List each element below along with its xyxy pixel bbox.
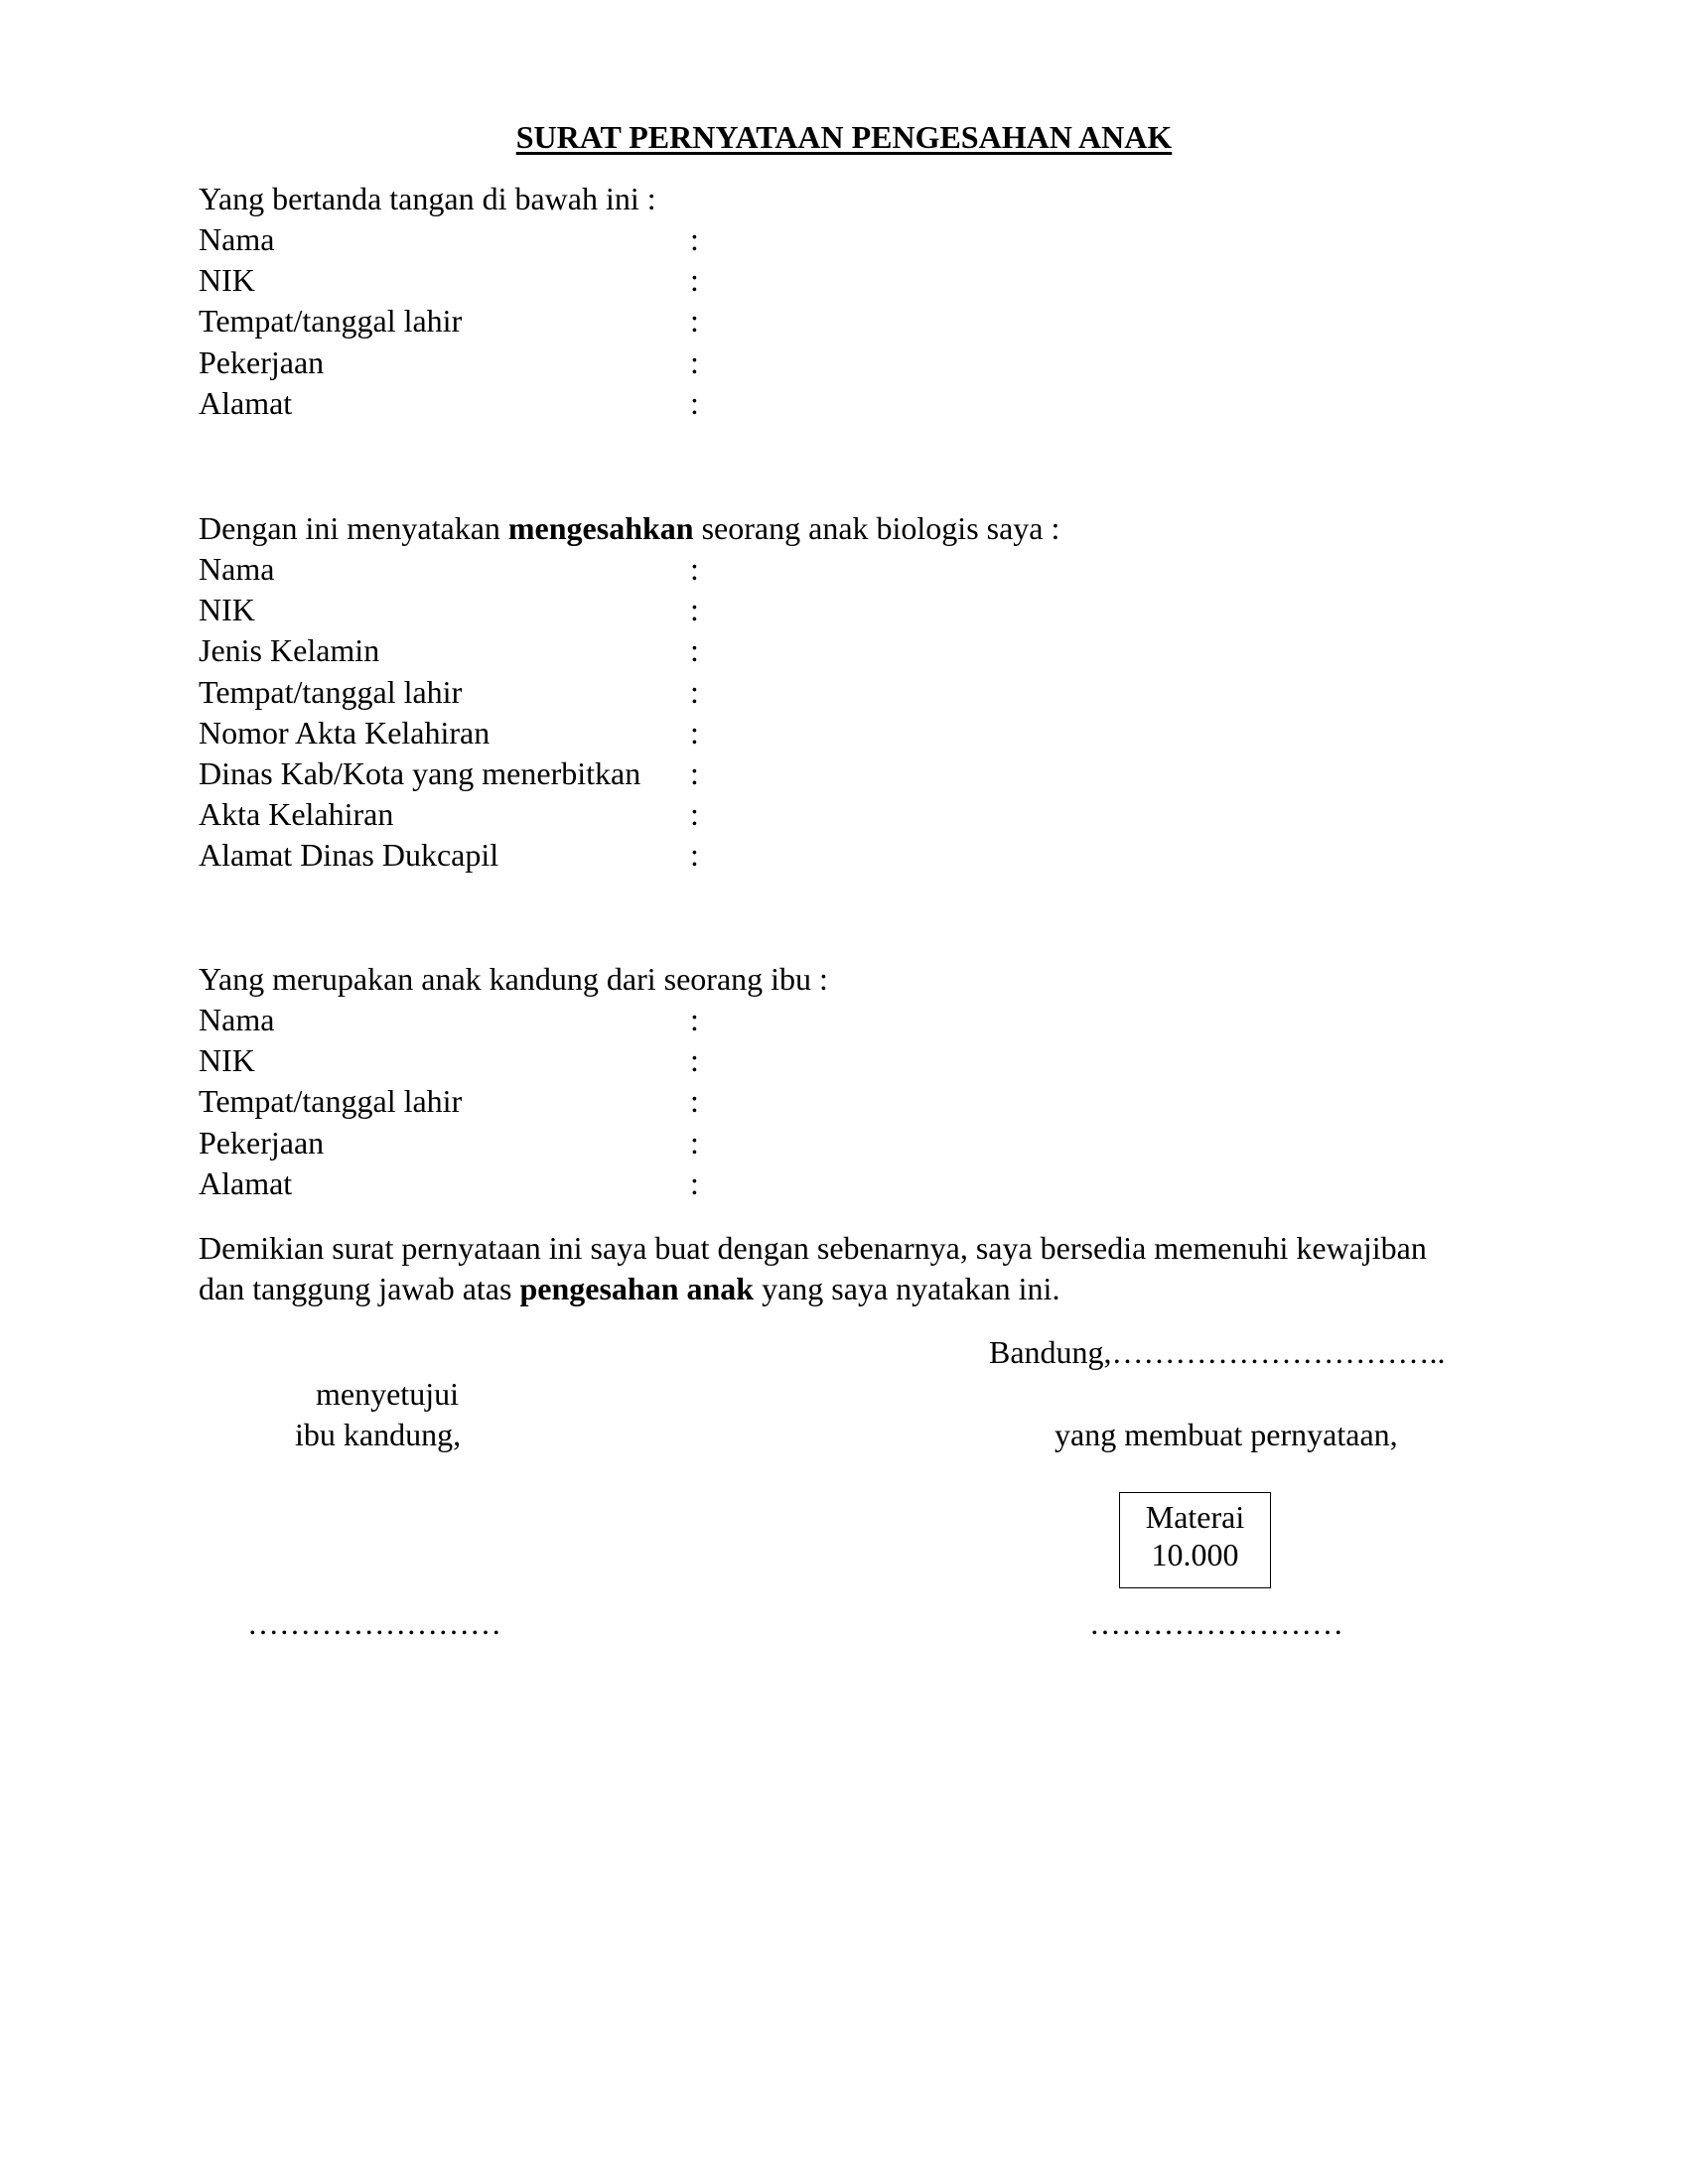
closing-line2-bold: pengesahan anak — [519, 1271, 755, 1306]
declarant-label: yang membuat pernyataan, — [1055, 1417, 1398, 1452]
section2-field-label: Jenis Kelamin — [199, 632, 380, 669]
section3-field-label: Pekerjaan — [199, 1124, 325, 1160]
section1-field-label: Pekerjaan — [199, 343, 325, 380]
place-date: Bandung,………………………….. — [989, 1334, 1446, 1370]
section3-field-colon: : — [690, 1042, 699, 1079]
section1-field-colon: : — [690, 262, 699, 299]
section2-field-label: Tempat/tanggal lahir — [199, 673, 463, 710]
section3-field-colon: : — [690, 1002, 699, 1037]
section1-field-colon: : — [690, 343, 699, 380]
section3-field-label: NIK — [199, 1042, 255, 1079]
section1-intro: Yang bertanda tangan di bawah ini : — [199, 181, 656, 216]
section2-field-label: Akta Kelahiran — [199, 796, 394, 833]
section2-field-colon: : — [690, 551, 699, 587]
approval-label: menyetujui — [316, 1376, 459, 1412]
closing-line1: Demikian surat pernyataan ini saya buat dengan sebenarnya, saya bersedia memenuhi kewajiban — [199, 1230, 1427, 1266]
section2-field-label: Alamat Dinas Dukcapil — [199, 837, 499, 874]
section2-field-colon: : — [690, 796, 699, 833]
closing-paragraph — [199, 1228, 1489, 1309]
closing-line2-after: yang saya nyatakan ini. — [754, 1271, 1060, 1306]
section1-field-label: Tempat/tanggal lahir — [199, 303, 463, 340]
section1-field-label: Nama — [199, 221, 275, 257]
section2-field-colon: : — [690, 837, 699, 874]
section3-field-label: Alamat — [199, 1164, 293, 1201]
section2-field-colon: : — [690, 714, 699, 751]
section3-field-colon: : — [690, 1164, 699, 1201]
section2-field-label: NIK — [199, 592, 255, 628]
section2-intro-bold: mengesahkan — [507, 510, 694, 546]
section2-intro-before: Dengan ini menyatakan — [199, 510, 508, 546]
section3-intro: Yang merupakan anak kandung dari seorang ibu : — [199, 961, 828, 997]
section1-field-label: NIK — [199, 262, 255, 299]
section1-field-label: Alamat — [199, 384, 293, 421]
closing-line2 — [199, 1269, 1489, 1309]
section3-field-colon: : — [690, 1083, 699, 1120]
section1-field-colon: : — [690, 303, 699, 340]
section2-field-colon: : — [690, 673, 699, 710]
stamp-box — [1119, 1492, 1271, 1588]
section2-field-colon: : — [690, 592, 699, 628]
mother-label: ibu kandung, — [295, 1417, 462, 1452]
document-title: SURAT PERNYATAAN PENGESAHAN ANAK — [515, 119, 1173, 155]
stamp-value: 10.000 — [1151, 1537, 1239, 1572]
section3-field-colon: : — [690, 1124, 699, 1160]
section2-field-label: Nomor Akta Kelahiran — [199, 714, 491, 751]
section3-field-label: Tempat/tanggal lahir — [199, 1083, 463, 1120]
section3-field-label: Nama — [199, 1002, 275, 1037]
section2-field-colon: : — [690, 632, 699, 669]
section2-field-label: Dinas Kab/Kota yang menerbitkan — [199, 755, 641, 791]
section2-intro — [199, 508, 1059, 548]
closing-line2-before: dan tanggung jawab atas — [199, 1271, 520, 1306]
section1-field-colon: : — [690, 221, 699, 257]
section2-field-label: Nama — [199, 551, 275, 587]
stamp-label: Materai — [1145, 1499, 1245, 1535]
declarant-signature-line: …………………… — [1089, 1605, 1343, 1641]
section2-field-colon: : — [690, 755, 699, 791]
mother-signature-line: …………………… — [247, 1605, 501, 1641]
section2-intro-after: seorang anak biologis saya : — [693, 510, 1060, 546]
section1-field-colon: : — [690, 384, 699, 421]
